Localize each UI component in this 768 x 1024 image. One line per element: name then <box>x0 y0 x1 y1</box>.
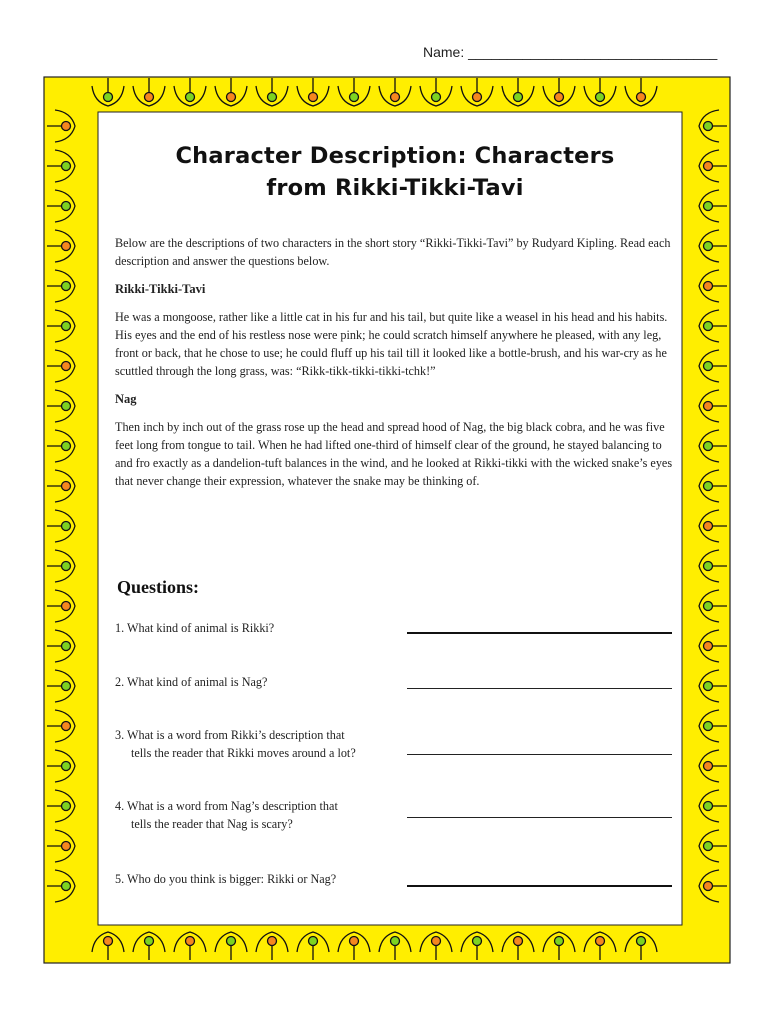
intro-paragraph: Below are the descriptions of two characters in the short story “Rikki-Tikki-Tavi” by Rudyard Kipling. Read each description and answer the questions below. <box>115 236 671 268</box>
question-4 <box>115 797 338 833</box>
question-1-text: 1. What kind of animal is Rikki? <box>115 621 275 635</box>
question-4-text: 4. What is a word from Nag’s description that <box>115 799 338 813</box>
answer-line-3[interactable] <box>407 754 672 755</box>
question-2 <box>115 673 267 691</box>
question-2-text: 2. What kind of animal is Nag? <box>115 675 268 689</box>
title-line-2: from Rikki-Tikki-Tavi <box>266 175 524 201</box>
page-title <box>115 140 675 204</box>
answer-line-1[interactable] <box>407 632 672 634</box>
question-3-text-cont: tells the reader that Rikki moves around a lot? <box>131 746 356 760</box>
answer-line-5[interactable] <box>407 885 672 887</box>
character-heading-nag: Nag <box>115 392 137 406</box>
question-4-text-cont: tells the reader that Nag is scary? <box>131 817 293 831</box>
title-line-1: Character Description: Characters <box>175 143 615 169</box>
question-1 <box>115 619 274 637</box>
character-heading-rikki: Rikki-Tikki-Tavi <box>115 282 206 296</box>
question-3-text: 3. What is a word from Rikki’s description that <box>115 728 345 742</box>
main-content <box>115 140 675 490</box>
character-description-nag: Then inch by inch out of the grass rose up the head and spread hood of Nag, the big black cobra, and he was five feet long from tongue to tail. When he had lifted one-third of himself clear of the ground, he stayed balancing to and fro exactly as a dandelion-tuft balances in the wind, and he looked at Rikki-tikki with the wicked snake’s eyes that never change their expression, whatever the snake may be thinking of. <box>115 420 673 488</box>
name-field-label: Name: ________________________________ <box>423 44 718 60</box>
questions-heading: Questions: <box>117 577 200 597</box>
question-5 <box>115 870 336 888</box>
character-description-rikki: He was a mongoose, rather like a little cat in his fur and his tail, but quite like a weasel in his head and his habits. His eyes and the end of his restless nose were pink; he could scratch himself anywhere he pleased, with any leg, front or back, that he chose to use; he could fluff up his tail till it looked like a bottle-brush, and his war-cry as he scuttled through the long grass, was: “Rikk-tikk-tikki-tikki-tchk!” <box>115 310 668 378</box>
answer-line-4[interactable] <box>407 817 672 818</box>
answer-line-2[interactable] <box>407 688 672 689</box>
question-5-text: 5. Who do you think is bigger: Rikki or Nag? <box>115 872 337 886</box>
question-3 <box>115 726 356 762</box>
